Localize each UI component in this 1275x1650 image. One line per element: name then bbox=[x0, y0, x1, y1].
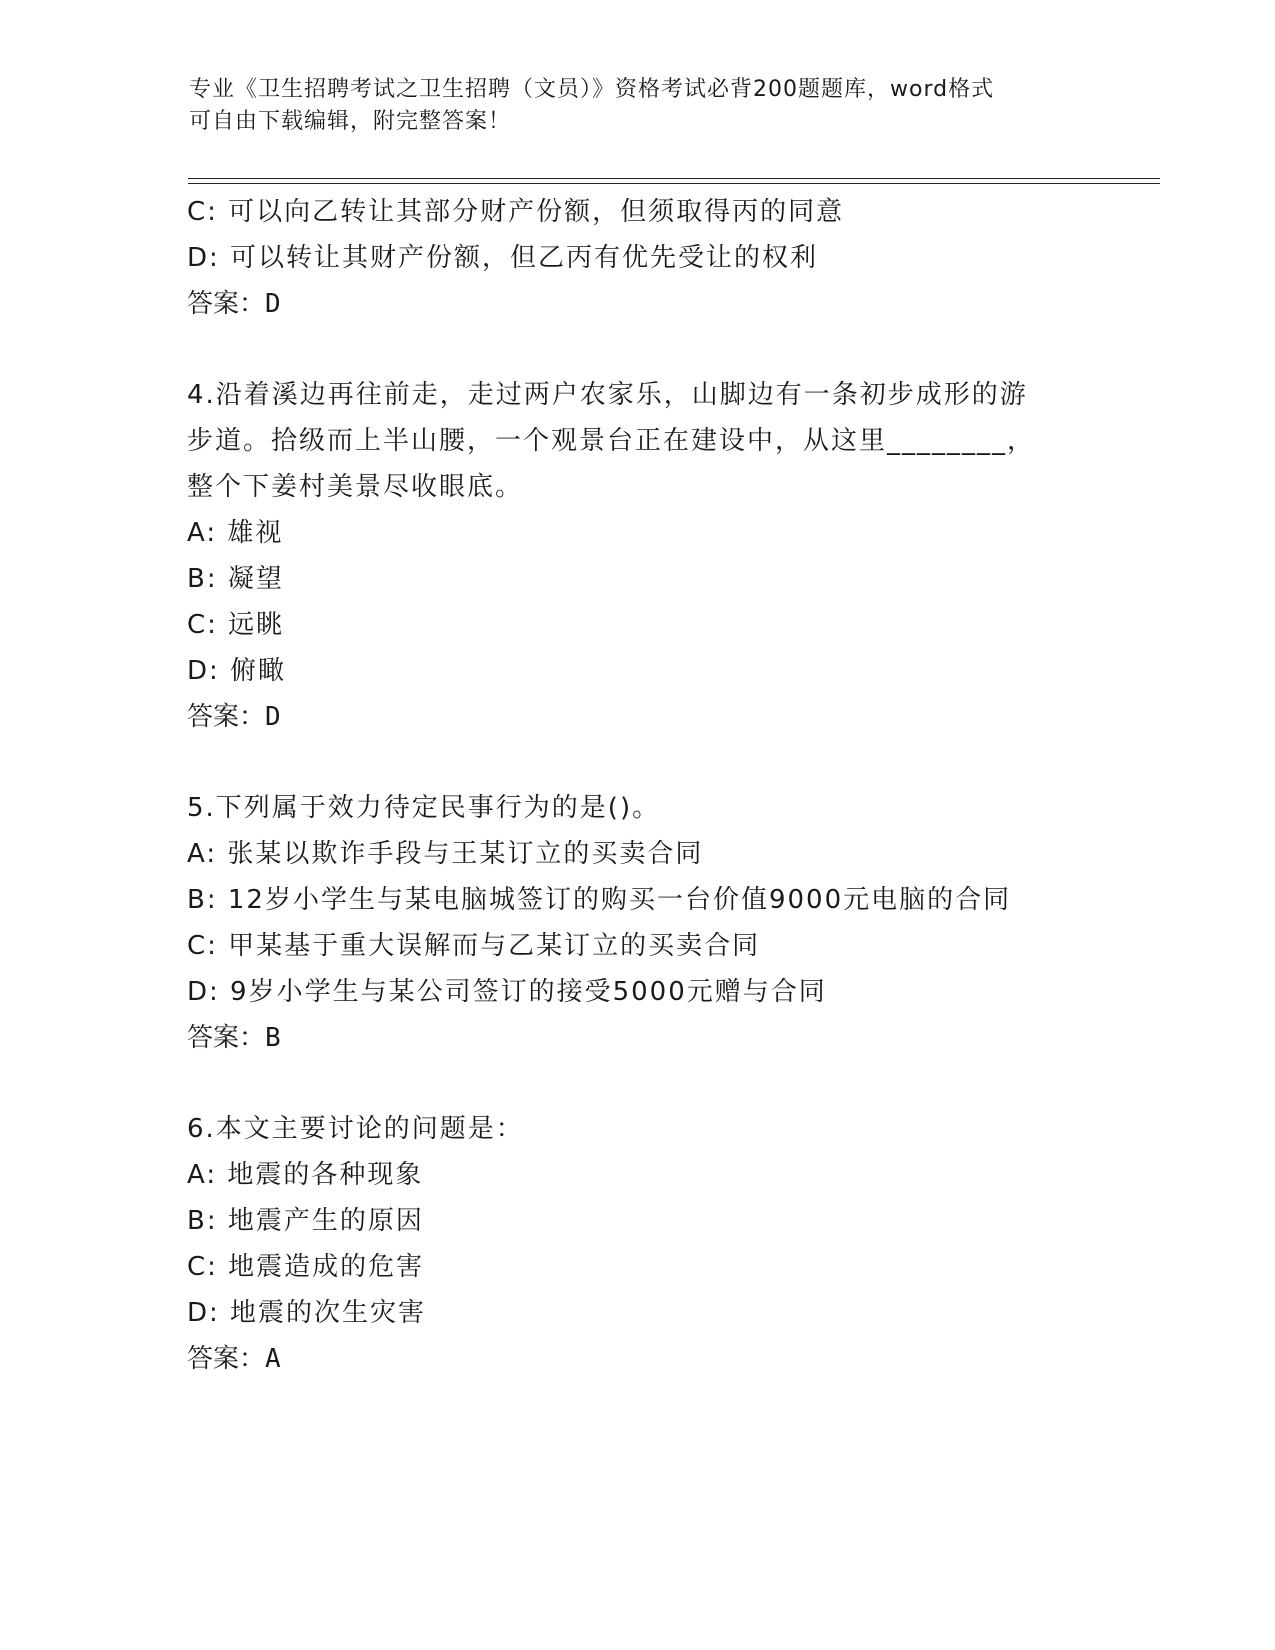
q5-stem: 5.下列属于效力待定民事行为的是()。 bbox=[187, 793, 661, 823]
question-5 bbox=[187, 785, 1087, 1061]
q5-option-b: B: 12岁小学生与某电脑城签订的购买一台价值9000元电脑的合同 bbox=[187, 885, 1012, 915]
header-divider bbox=[188, 178, 1160, 184]
question-6 bbox=[187, 1106, 1087, 1382]
q4-answer: 答案：D bbox=[187, 702, 281, 732]
q5-option-c: C: 甲某基于重大误解而与乙某订立的买卖合同 bbox=[187, 931, 761, 961]
q6-option-d: D: 地震的次生灾害 bbox=[187, 1298, 427, 1328]
q5-answer: 答案：B bbox=[187, 1023, 281, 1053]
header-line-2: 可自由下载编辑，附完整答案！ bbox=[189, 109, 512, 134]
q6-answer: 答案：A bbox=[187, 1344, 281, 1374]
q4-option-c: C: 远眺 bbox=[187, 610, 285, 640]
q6-option-b: B: 地震产生的原因 bbox=[187, 1206, 424, 1236]
q4-option-a: A: 雄视 bbox=[187, 518, 284, 548]
q3-answer: 答案：D bbox=[187, 289, 281, 319]
q6-stem: 6.本文主要讨论的问题是： bbox=[187, 1114, 524, 1144]
question-3 bbox=[187, 189, 1087, 327]
q4-stem-line-2: 步道。拾级而上半山腰，一个观景台正在建设中，从这里________， bbox=[187, 426, 1036, 456]
q6-option-c: C: 地震造成的危害 bbox=[187, 1252, 425, 1282]
document-header bbox=[189, 74, 1069, 138]
q5-option-a: A: 张某以欺诈手段与王某订立的买卖合同 bbox=[187, 839, 704, 869]
q4-stem-line-1: 4.沿着溪边再往前走，走过两户农家乐，山脚边有一条初步成形的游 bbox=[187, 380, 1028, 410]
question-4 bbox=[187, 372, 1087, 740]
q4-stem-line-3: 整个下姜村美景尽收眼底。 bbox=[187, 472, 524, 502]
q3-option-c: C: 可以向乙转让其部分财产份额，但须取得丙的同意 bbox=[187, 197, 845, 227]
q4-option-d: D: 俯瞰 bbox=[187, 656, 287, 686]
q5-option-d: D: 9岁小学生与某公司签订的接受5000元赠与合同 bbox=[187, 977, 827, 1007]
header-line-1: 专业《卫生招聘考试之卫生招聘（文员）》资格考试必背200题题库，word格式 bbox=[189, 77, 995, 102]
q3-option-d: D: 可以转让其财产份额，但乙丙有优先受让的权利 bbox=[187, 243, 819, 273]
q4-option-b: B: 凝望 bbox=[187, 564, 284, 594]
q6-option-a: A: 地震的各种现象 bbox=[187, 1160, 424, 1190]
question-list bbox=[187, 189, 1087, 1382]
